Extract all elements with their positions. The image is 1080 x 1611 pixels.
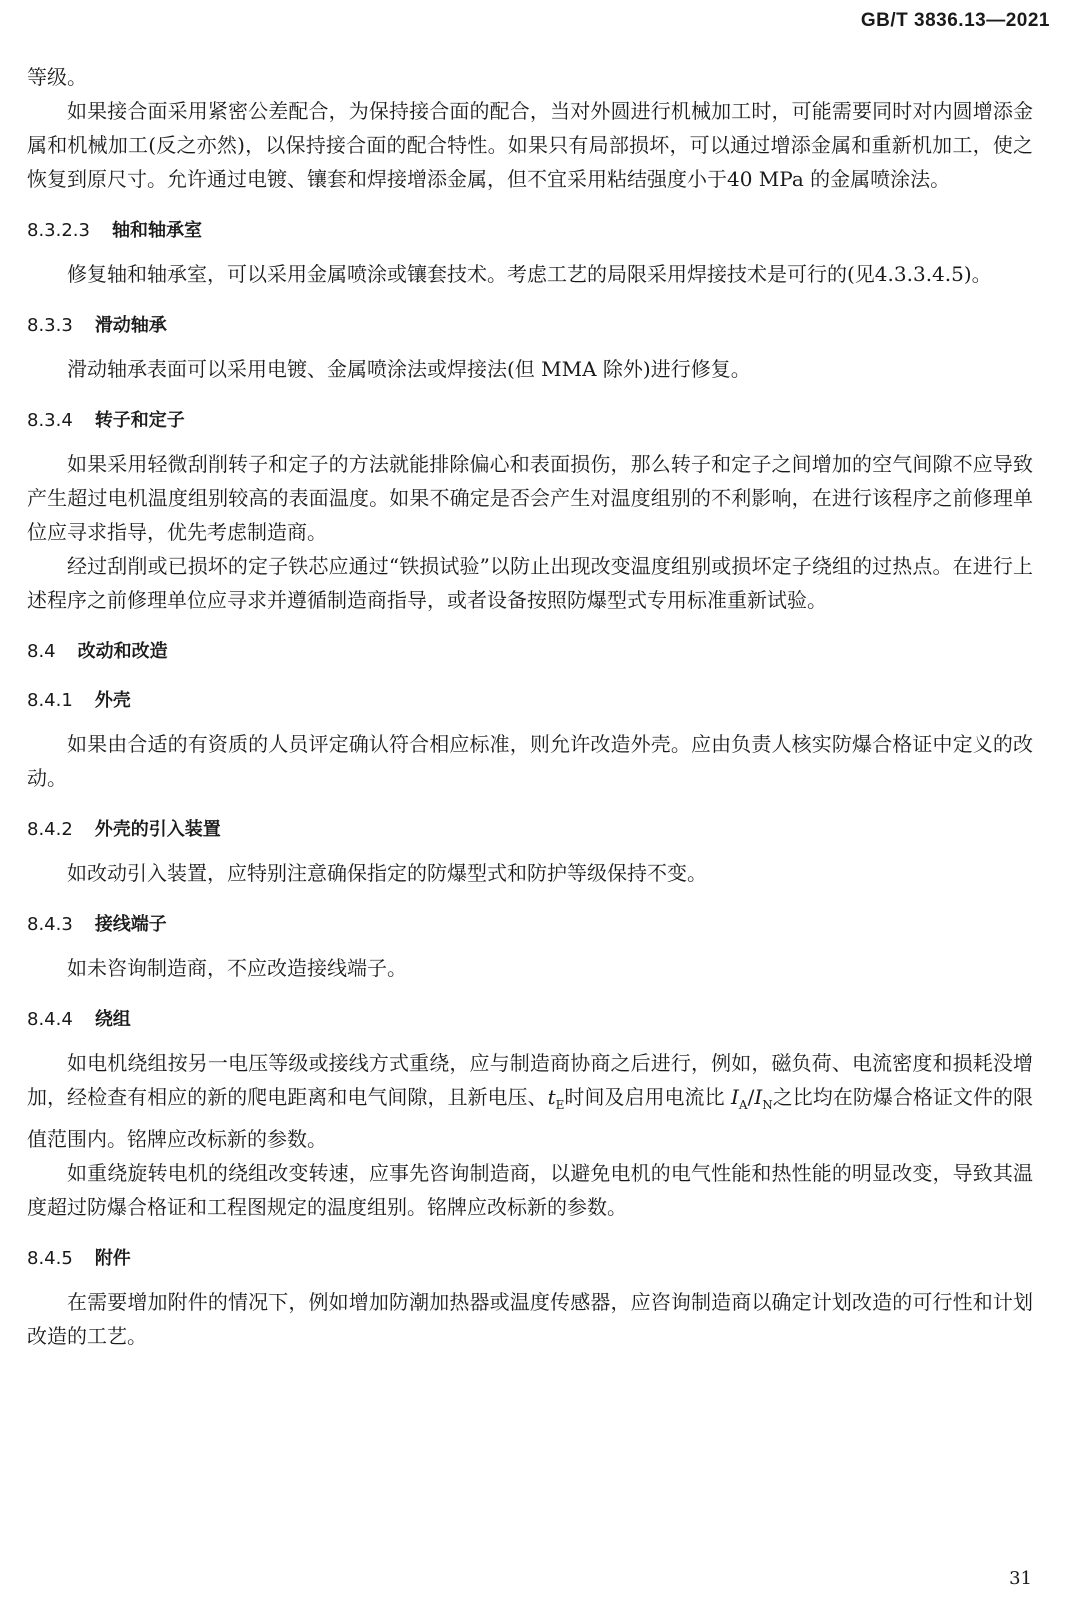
section-title: 转子和定子 [94,410,185,431]
paragraph: 在需要增加附件的情况下，例如增加防潮加热器或温度传感器，应咨询制造商以确定计划改造的可行性和计划改造的工艺。 [27,1290,1033,1348]
paragraph: 滑动轴承表面可以采用电镀、金属喷涂法或焊接法(但 MMA 除外)进行修复。 [67,357,751,381]
paragraph: 如果采用轻微刮削转子和定子的方法就能排除偏心和表面损伤，那么转子和定子之间增加的空气间隙不应导致产生超过电机温度组别较高的表面温度。如果不确定是否会产生对温度组别的不利影响，在进行该程序之前修理单位应寻求指导，优先考虑制造商。 [27,452,1033,544]
formula-subscript: A [738,1098,748,1112]
section-number: 8.4.2 [27,819,73,840]
formula-slash: / [747,1085,755,1109]
section-number: 8.4 [27,641,56,662]
section-number: 8.3.3 [27,315,73,336]
section-number: 8.4.4 [27,1009,73,1030]
paragraph: 如重绕旋转电机的绕组改变转速，应事先咨询制造商，以避免电机的电气性能和热性能的明显改变，导致其温度超过防爆合格证和工程图规定的温度组别。铭牌应改标新的参数。 [27,1161,1033,1219]
section-title: 外壳的引入装置 [94,819,221,840]
formula-var-i: I [731,1085,739,1109]
paragraph: 如改动引入装置，应特别注意确保指定的防爆型式和防护等级保持不变。 [67,861,707,885]
section-heading [27,312,1033,340]
section-number: 8.3.2.3 [27,220,90,241]
section-number: 8.4.1 [27,690,73,711]
formula-subscript: N [762,1098,773,1112]
section-heading [27,1245,1033,1273]
paragraph: 如果由合适的有资质的人员评定确认符合相应标准，则允许改造外壳。应由负责人核实防爆合格证中定义的改动。 [27,732,1033,790]
section-heading [27,1006,1033,1034]
section-title: 外壳 [94,690,131,711]
section-heading [27,638,1033,666]
paragraph: 经过刮削或已损坏的定子铁芯应通过“铁损试验”以防止出现改变温度组别或损坏定子绕组的过热点。在进行上述程序之前修理单位应寻求并遵循制造商指导，或者设备按照防爆型式专用标准重新试验。 [27,554,1033,612]
section-title: 改动和改造 [77,641,168,662]
section-heading [27,911,1033,939]
paragraph: 修复轴和轴承室，可以采用金属喷涂或镶套技术。考虑工艺的局限采用焊接技术是可行的(见4.3.3.4.5)。 [67,262,992,286]
text-run: 之比均在防爆合格证文件的限值范围内。铭牌应改标新的参数。 [27,1085,1034,1151]
paragraph: 如未咨询制造商，不应改造接线端子。 [67,956,407,980]
formula-subscript: E [555,1098,565,1112]
section-title: 附件 [94,1248,131,1269]
section-heading [27,217,1033,245]
section-title: 绕组 [94,1009,131,1030]
section-title: 接线端子 [94,914,167,935]
section-heading [27,687,1033,715]
section-heading [27,407,1033,435]
text-run: 如电机绕组按另一电压等级或接线方式重绕，应与制造商协商之后进行，例如，磁负荷、电流密度和损耗没增加，经检查有相应的新的爬电距离和电气间隙，且新电压、 [27,1051,1033,1109]
section-number: 8.4.5 [27,1248,73,1269]
standard-number: GB/T 3836.13—2021 [860,10,1050,31]
page-content [27,60,1033,1353]
page-number: 31 [1009,1568,1032,1589]
formula-var-t: t [547,1085,556,1109]
section-number: 8.4.3 [27,914,73,935]
paragraph: 如果接合面采用紧密公差配合，为保持接合面的配合，当对外圆进行机械加工时，可能需要同时对内圆增添金属和机械加工(反之亦然)，以保持接合面的配合特性。如果只有局部损坏，可以通过增添金属和重新机加工，使之恢复到原尺寸。允许通过电镀、镶套和焊接增添金属，但不宜采用粘结强度小于40 MPa 的金属喷涂法。 [27,99,1033,191]
section-title: 轴和轴承室 [111,220,202,241]
formula-var-i: I [754,1085,763,1109]
text-run: 时间及启用电流比 [564,1085,731,1109]
section-heading [27,816,1033,844]
section-number: 8.3.4 [27,410,73,431]
section-title: 滑动轴承 [94,315,167,336]
paragraph: 等级。 [27,65,87,89]
paragraph-with-formula [27,1046,1033,1156]
